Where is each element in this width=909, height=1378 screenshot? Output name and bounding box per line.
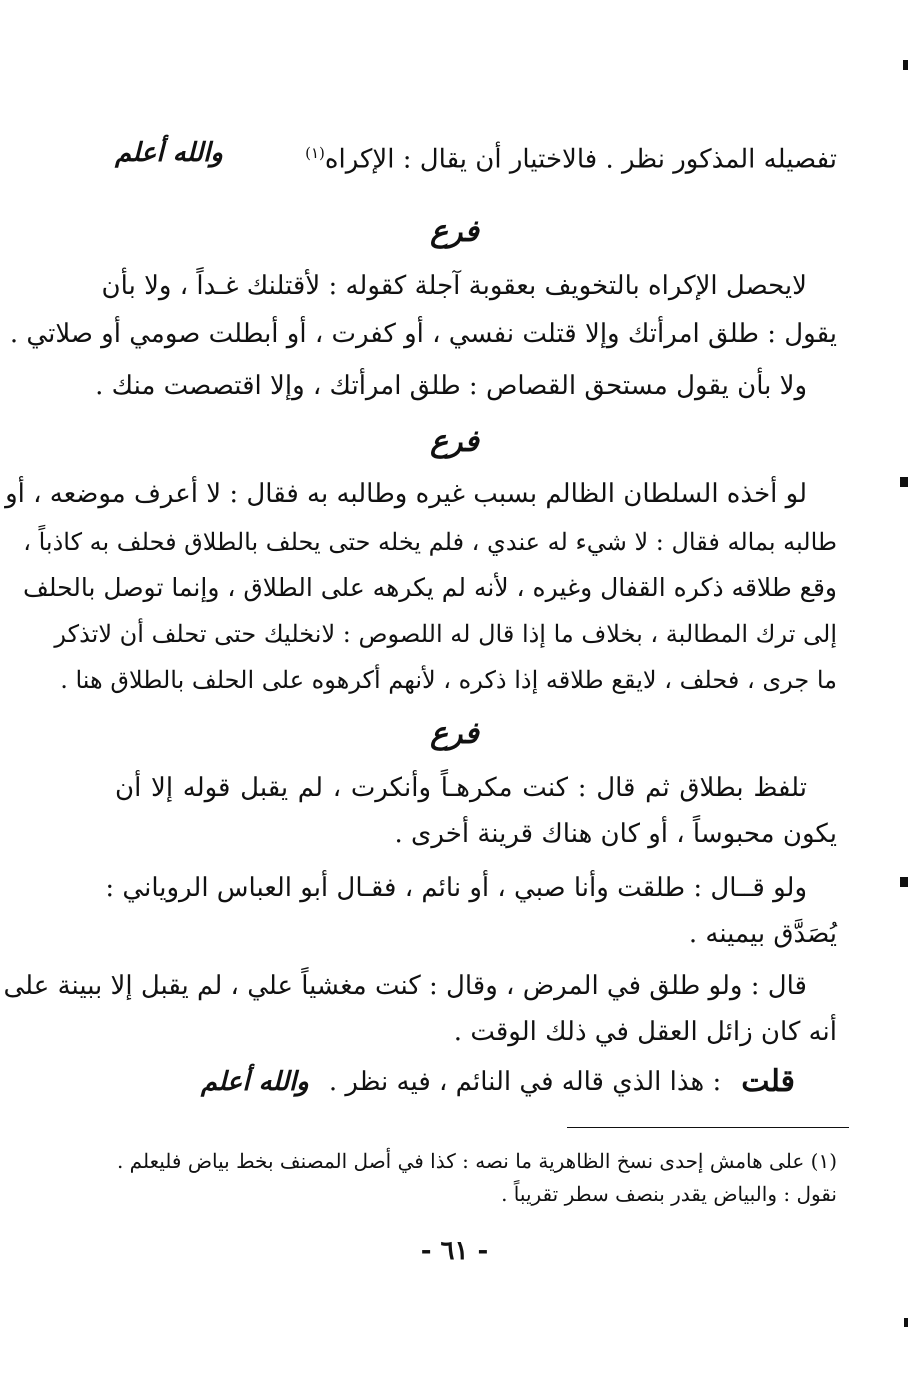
closing-phrase: والله أعلم (115, 138, 223, 168)
footnote-divider (567, 1127, 849, 1128)
text-line: يقول : طلق امرأتك وإلا قتلت نفسي ، أو كفرت ، أو أبطلت صومي أو صلاتي . (9, 319, 837, 349)
qultu-lead: قلت (741, 1064, 795, 1099)
text-line: ولو قــال : طلقت وأنا صبي ، أو نائم ، فقـال أبو العباس الروياني : (105, 873, 807, 903)
text-line: يكون محبوساً ، أو كان هناك قرينة أخرى . (394, 819, 837, 849)
text-line: أنه كان زائل العقل في ذلك الوقت . (453, 1017, 837, 1047)
text-run: تفصيله المذكور نظر . فالاختيار أن يقال : الإكراه (324, 144, 837, 175)
page-number: - ٦١ - (420, 1236, 489, 1266)
text-line: تلفظ بطلاق ثم قال : كنت مكرهـاً وأنكرت ، لم يقبل قوله إلا أن (115, 773, 807, 803)
section-heading: فرع (430, 716, 479, 751)
text-line: لايحصل الإكراه بالتخويف بعقوبة آجلة كقوله : لأقتلنك غـداً ، ولا بأن (101, 271, 807, 301)
text-line (115, 1062, 837, 1102)
closing-phrase: والله أعلم (200, 1067, 309, 1097)
text-line: إلى ترك المطالبة ، بخلاف ما إذا قال له اللصوص : لانخليك حتى تحلف أن لاتذكر (54, 620, 837, 648)
text-line (115, 133, 837, 180)
text-line: قال : ولو طلق في المرض ، وقال : كنت مغشياً علي ، لم يقبل إلا ببينة على (3, 971, 807, 1001)
scan-mark (900, 877, 908, 887)
text-run: : هذا الذي قاله في النائم ، فيه نظر . (328, 1067, 722, 1097)
section-heading: فرع (430, 424, 479, 459)
text-line: وقع طلاقه ذكره القفال وغيره ، لأنه لم يكرهه على الطلاق ، وإنما توصل بالحلف (22, 573, 837, 602)
text-line: طالبه بماله فقال : لا شيء له عندي ، فلم يخله حتى يحلف بالطلاق فحلف به كاذباً ، (23, 528, 837, 556)
text-line: ولا بأن يقول مستحق القصاص : طلق امرأتك ، وإلا اقتصصت منك . (95, 371, 807, 401)
text-line: ما جرى ، فحلف ، لايقع طلاقه إذا ذكره ، لأنهم أكرهوه على الحلف بالطلاق هنا . (60, 666, 837, 694)
footnote-line: (١) على هامش إحدى نسخ الظاهرية ما نصه : كذا في أصل المصنف بخط بياض فليعلم . (116, 1149, 837, 1173)
text-line: يُصَدَّق بيمينه . (688, 919, 837, 949)
text-line: لو أخذه السلطان الظالم بسبب غيره وطالبه به فقال : لا أعرف موضعه ، أو (5, 479, 807, 509)
scan-mark (904, 1318, 908, 1327)
footnote-marker: (١) (305, 144, 325, 162)
scan-mark (903, 60, 908, 70)
text-segment (305, 133, 837, 180)
scan-mark (900, 477, 908, 487)
footnote-line: نقول : والبياض يقدر بنصف سطر تقريباً . (501, 1182, 837, 1206)
section-heading: فرع (430, 214, 479, 249)
